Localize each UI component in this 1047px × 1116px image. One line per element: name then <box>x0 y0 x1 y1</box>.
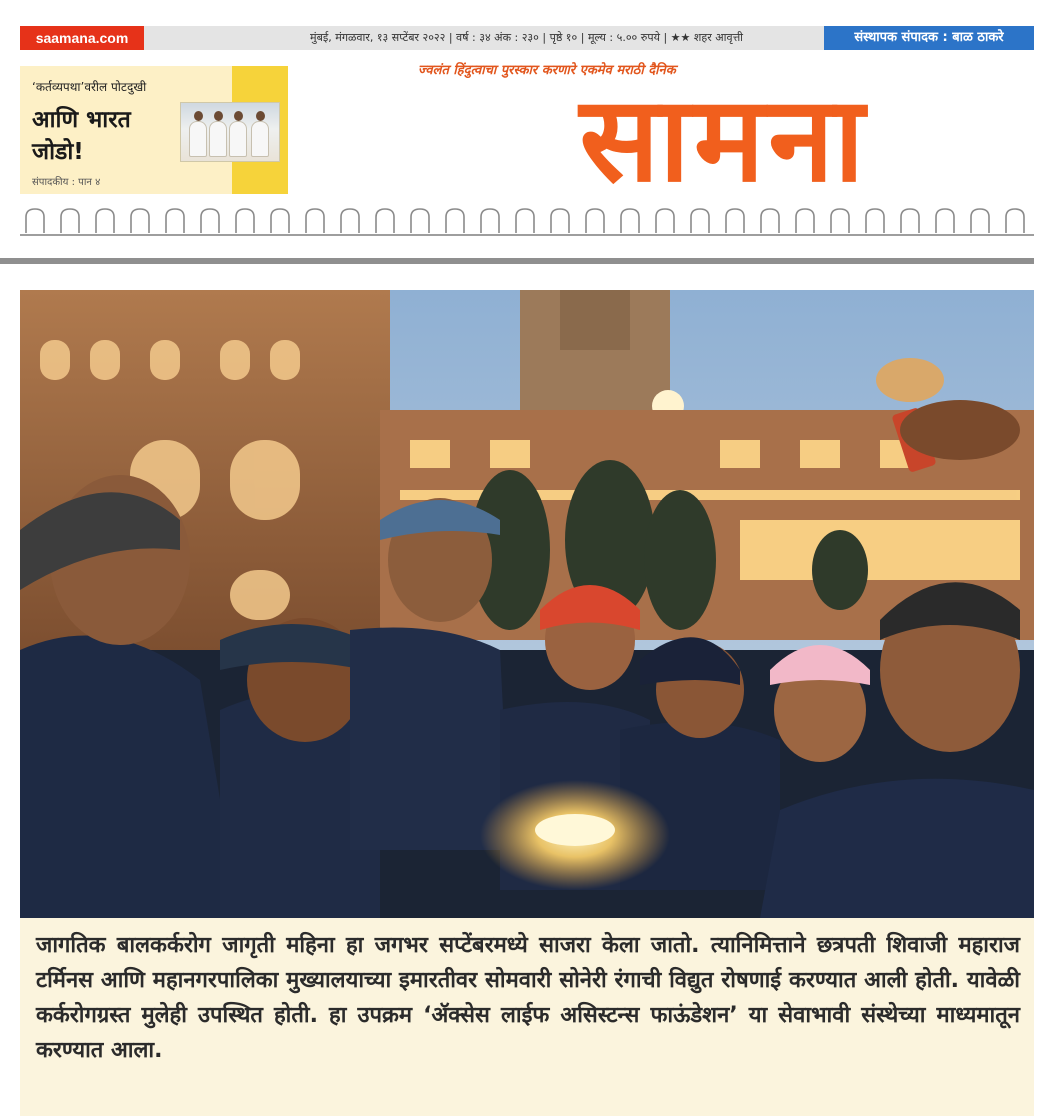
promo-page-ref: संपादकीय : पान ४ <box>32 177 101 188</box>
arch-ornament <box>761 209 779 233</box>
promo-headline: आणि भारत जोडो! <box>32 107 131 165</box>
arch-ornament <box>831 209 849 233</box>
photo-caption-text: जागतिक बालकर्करोग जागृती महिना हा जगभर सप्टेंबरमध्ये साजरा केला जातो. त्यानिमित्ताने छत्रपती शिवाजी महाराज टर्मिनस आणि महानगरपालिका मुख्यालयाच्या इमारतीवर सोमवारी सोनेरी रंगाची विद्युत रोषणाई करण्यात आली होती. यावेळी कर्करोगग्रस्त मुलेही उपस्थित होती. हा उपक्रम ‘ॲक्सेस लाईफ असिस्टन्स फाऊंडेशन’ या सेवाभावी संस्थेच्या माध्यमातून करण्यात आला. <box>36 933 1020 1063</box>
arch-ornament <box>236 209 254 233</box>
arch-ornament <box>621 209 639 233</box>
arch-ornament <box>201 209 219 233</box>
arch-ornament <box>691 209 709 233</box>
top-bar <box>20 26 1034 50</box>
main-news-photo <box>20 290 1034 918</box>
arch-ornament <box>26 209 44 233</box>
arch-ornament <box>306 209 324 233</box>
masthead-tagline: ज्वलंत हिंदुत्वाचा पुरस्कार करणारे एकमेव मराठी दैनिक <box>418 63 676 78</box>
masthead-rule <box>20 234 1034 236</box>
arch-ornament <box>796 209 814 233</box>
arch-ornament <box>551 209 569 233</box>
arch-ornament <box>656 209 674 233</box>
arch-ornament <box>61 209 79 233</box>
photo-illustration <box>20 290 1034 918</box>
arch-ornament <box>341 209 359 233</box>
site-url-tag[interactable]: saamana.com <box>20 26 144 50</box>
photo-caption-box <box>20 918 1034 1116</box>
arch-ornament <box>411 209 429 233</box>
section-divider <box>0 258 1034 264</box>
editorial-promo-box[interactable] <box>20 66 288 194</box>
arch-ornament <box>586 209 604 233</box>
arch-ornament <box>901 209 919 233</box>
promo-thumbnail-photo <box>180 102 280 162</box>
arch-ornament <box>481 209 499 233</box>
arch-ornament-band <box>20 205 1034 235</box>
arch-ornament <box>936 209 954 233</box>
arch-ornament <box>516 209 534 233</box>
dateline: मुंबई, मंगळवार, १३ सप्टेंबर २०२२ | वर्ष : ३४ अंक : २३० | पृष्ठे १० | मूल्य : ५.०० रुपये | ★★ शहर आवृत्ती <box>310 31 744 44</box>
arch-ornament <box>726 209 744 233</box>
promo-kicker: ‘कर्तव्यपथा’वरील पोटदुखी <box>32 80 147 94</box>
arch-ornament <box>866 209 884 233</box>
arch-ornament <box>166 209 184 233</box>
arch-ornament <box>446 209 464 233</box>
arch-ornament <box>131 209 149 233</box>
arch-ornament <box>376 209 394 233</box>
arch-ornament <box>96 209 114 233</box>
founder-editor-label: संस्थापक संपादक : बाळ ठाकरे <box>824 26 1034 50</box>
masthead-logo: सामना <box>579 80 869 198</box>
arch-ornament <box>271 209 289 233</box>
arch-ornament <box>1006 209 1024 233</box>
arch-ornament <box>971 209 989 233</box>
